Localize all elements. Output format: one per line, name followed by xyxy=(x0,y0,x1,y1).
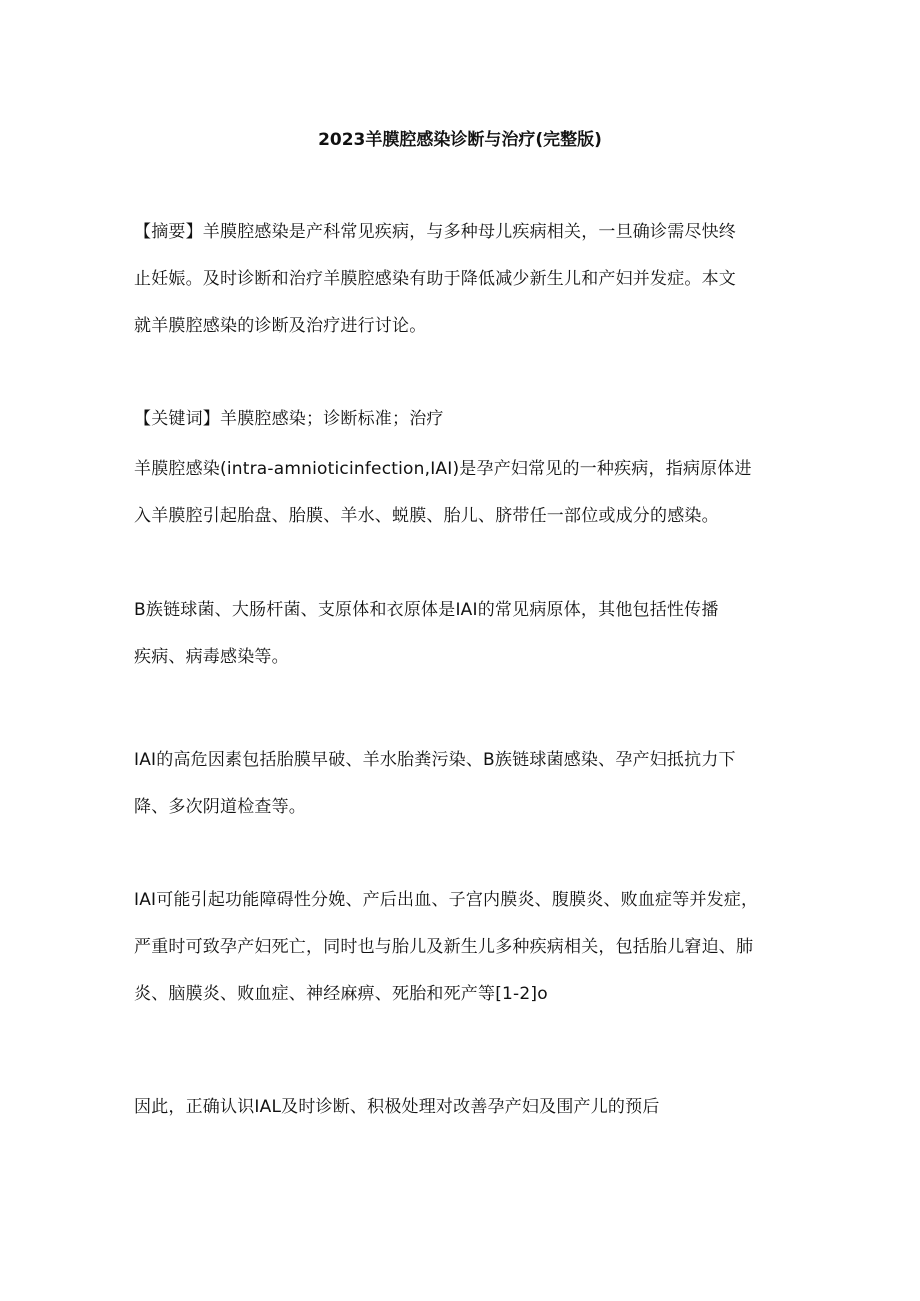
abstract-paragraph xyxy=(134,209,794,350)
intro-paragraph xyxy=(134,446,794,540)
abstract-line: 【摘要】羊膜腔感染是产科常见疾病，与多种母儿疾病相关，一旦确诊需尽快终 xyxy=(134,222,736,242)
abstract-line: 就羊膜腔感染的诊断及治疗进行讨论。 xyxy=(134,316,427,336)
complications-line: 炎、脑膜炎、败血症、神经麻痹、死胎和死产等[1-2]o xyxy=(134,984,548,1004)
intro-line: 羊膜腔感染(intra-amnioticinfection,IAI)是孕产妇常见的一种疾病，指病原体进 xyxy=(134,459,752,479)
complications-line: IAI可能引起功能障碍性分娩、产后出血、子宫内膜炎、腹膜炎、败血症等并发症， xyxy=(134,890,759,910)
pathogens-line: 疾病、病毒感染等。 xyxy=(134,647,289,667)
risk-factors-paragraph xyxy=(134,737,794,831)
document-title: 2023羊膜腔感染诊断与治疗(完整版) xyxy=(318,130,602,150)
abstract-line: 止妊娠。及时诊断和治疗羊膜腔感染有助于降低减少新生儿和产妇并发症。本文 xyxy=(134,269,736,289)
pathogens-line: B族链球菌、大肠杆菌、支原体和衣原体是IAI的常见病原体，其他包括性传播 xyxy=(134,600,719,620)
complications-paragraph xyxy=(134,877,794,1018)
risk-factors-line: IAI的高危因素包括胎膜早破、羊水胎粪污染、B族链球菌感染、孕产妇抵抗力下 xyxy=(134,750,736,770)
risk-factors-line: 降、多次阴道检查等。 xyxy=(134,797,306,817)
keywords-paragraph xyxy=(134,396,794,443)
complications-line: 严重时可致孕产妇死亡，同时也与胎儿及新生儿多种疾病相关，包括胎儿窘迫、肺 xyxy=(134,937,754,957)
intro-line: 入羊膜腔引起胎盘、胎膜、羊水、蜕膜、胎儿、脐带任一部位或成分的感染。 xyxy=(134,506,719,526)
keywords-line: 【关键词】羊膜腔感染；诊断标准；治疗 xyxy=(134,409,444,429)
pathogens-paragraph xyxy=(134,587,794,681)
conclusion-paragraph xyxy=(134,1084,794,1131)
conclusion-line: 因此，正确认识IAL及时诊断、积极处理对改善孕产妇及围产儿的预后 xyxy=(134,1097,660,1117)
